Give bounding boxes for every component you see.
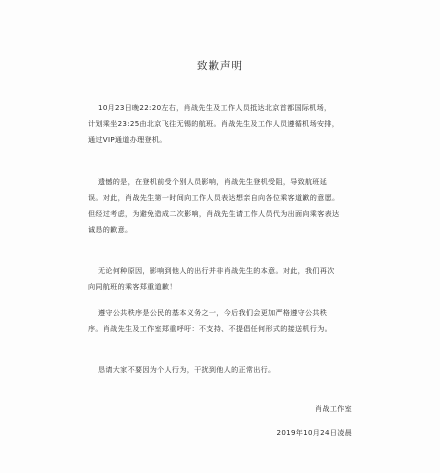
- paragraph-4: [88, 305, 358, 337]
- paragraph-line: 遵守公共秩序是公民的基本义务之一，今后我们会更加严格遵守公共秩: [98, 308, 328, 317]
- document-title: 致歉声明: [197, 60, 243, 72]
- paragraph-line: 遗憾的是，在登机前受个别人员影响，肖战先生登机受阻，导致航班延: [98, 177, 328, 186]
- paragraph-line: 序。肖战先生及工作室郑重呼吁：不支持、不提倡任何形式的接送机行为。: [88, 324, 332, 333]
- paragraph-2: [88, 174, 358, 238]
- paragraph-line: 恳请大家不要因为个人行为，干扰到他人的正常出行。: [98, 365, 276, 374]
- paragraph-line: 向同航班的乘客郑重道歉！: [88, 282, 177, 291]
- paragraph-1: [88, 100, 358, 148]
- paragraph-3: [88, 263, 358, 295]
- paragraph-line: 诚恳的歉意。: [88, 225, 133, 234]
- paragraph-line: 无论何种原因，影响到他人的出行并非肖战先生的本意。对此，我们再次: [98, 266, 335, 275]
- signature: 肖战工作室: [315, 404, 352, 413]
- paragraph-line: 通过VIP通道办理登机。: [88, 135, 167, 144]
- paragraph-5: [88, 362, 358, 378]
- paragraph-line: 10月23日晚22:20左右，肖战先生及工作人员抵达北京首都国际机场，: [98, 103, 332, 112]
- paragraph-line: 计划乘坐23:25由北京飞往无锡的航班。肖战先生及工作人员遵循机场安排，: [88, 119, 340, 128]
- paragraph-line: 但经过考虑，为避免造成二次影响，肖战先生请工作人员代为出面向乘客表达: [88, 209, 340, 218]
- paragraph-line: 误。对此，肖战先生第一时间向工作人员表达想亲自向各位乘客道歉的意愿。: [88, 193, 340, 202]
- statement-date: 2019年10月24日凌晨: [276, 428, 352, 437]
